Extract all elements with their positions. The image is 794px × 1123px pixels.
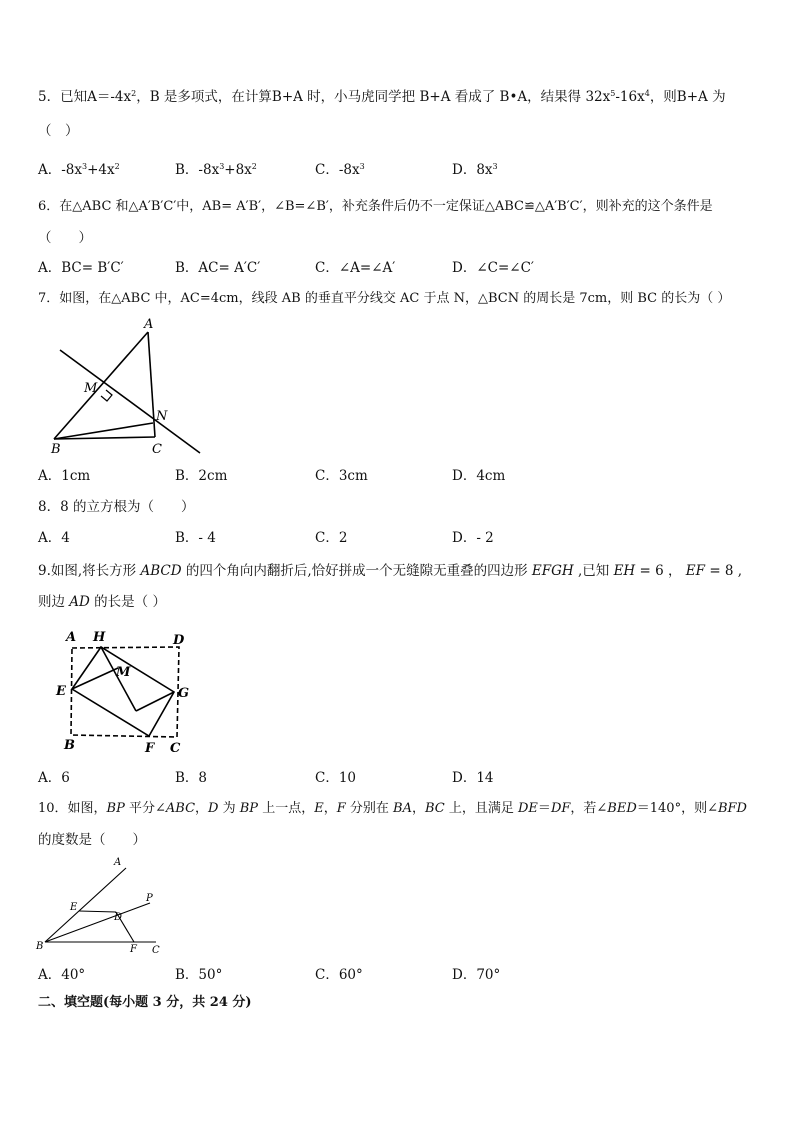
- label-g: G: [178, 686, 190, 701]
- q9-stem-line2: 则边 AD 的长是（ ）: [38, 594, 166, 610]
- q6-option-d[interactable]: D．∠C=∠C′: [452, 260, 534, 276]
- label-c: C: [170, 741, 181, 756]
- label-e: E: [56, 684, 66, 699]
- label-a: A: [114, 857, 122, 868]
- q6-option-c[interactable]: C．∠A=∠A′: [315, 260, 396, 276]
- label-f: F: [145, 741, 155, 756]
- label-p: P: [146, 893, 153, 904]
- ray-ba: [45, 868, 126, 942]
- q6-stem: 6．在△ABC 和△A′B′C′中，AB= A′B′，∠B=∠B′，补充条件后仍不一定保证△ABC≌△A′B′C′，则补充的这个条件是: [38, 199, 713, 214]
- segment-ac: [148, 332, 155, 437]
- q10-stem: 10．如图，BP 平分∠ABC，D 为 BP 上一点，E，F 分别在 BA，BC 上，且满足 DE＝DF，若∠BED＝140°，则∠BFD: [38, 801, 747, 816]
- label-c: C: [152, 945, 160, 956]
- q7-stem: 7．如图，在△ABC 中，AC=4cm，线段 AB 的垂直平分线交 AC 于点 N，△BCN 的周长是 7cm，则 BC 的长为（ ）: [38, 291, 731, 306]
- q7-option-b[interactable]: B．2cm: [175, 468, 228, 484]
- q9-option-c[interactable]: C．10: [315, 770, 357, 786]
- label-e: E: [70, 902, 78, 913]
- label-b: B: [36, 941, 44, 952]
- q5-stem: 5．已知$A=-4x^2$，B 是多项式，在计算B+A 时，小马虎同学把 B+A 看成了 B•A，结果得 $32x^5-16x^4$，则B+A 为: [38, 89, 726, 105]
- q5-option-b[interactable]: B．$-8x^3+8x^2$: [175, 162, 257, 178]
- label-a: A: [144, 317, 154, 332]
- label-d: D: [173, 633, 185, 648]
- label-n: N: [156, 409, 168, 424]
- q6-option-b[interactable]: B．AC= A′C′: [175, 260, 261, 276]
- q7-option-a[interactable]: A．1cm: [38, 468, 91, 484]
- segment-ab: [54, 332, 148, 439]
- q7-option-d[interactable]: D．4cm: [452, 468, 506, 484]
- right-angle-mark: [101, 390, 112, 401]
- q10-figure: [36, 856, 176, 961]
- label-d: D: [114, 912, 123, 923]
- q10-stem-line2: 的度数是（ ）: [38, 832, 146, 848]
- q5-option-a[interactable]: A．$-8x^3+4x^2$: [38, 162, 120, 178]
- q6-option-a[interactable]: A．BC= B′C′: [38, 260, 124, 276]
- q8-option-b[interactable]: B．- 4: [175, 530, 216, 546]
- q8-option-c[interactable]: C．2: [315, 530, 348, 546]
- label-b: B: [64, 738, 75, 753]
- label-f: F: [130, 944, 137, 955]
- label-a: A: [66, 630, 77, 645]
- q9-option-b[interactable]: B．8: [175, 770, 208, 786]
- q9-stem: 9.如图,将长方形 ABCD 的四个角向内翻折后,恰好拼成一个无缝隙无重叠的四边形 EFGH ,已知 EH = 6 ， EF = 8 ,: [38, 563, 743, 579]
- q5-option-d[interactable]: D．$8x^3$: [452, 162, 498, 178]
- q5-paren: （ ）: [38, 123, 79, 139]
- q8-stem: 8．8 的立方根为（ ）: [38, 499, 195, 515]
- q9-option-d[interactable]: D．14: [452, 770, 494, 786]
- q5-option-c[interactable]: C．$-8x^3$: [315, 162, 365, 178]
- label-b: B: [51, 442, 61, 457]
- label-h: H: [93, 630, 106, 645]
- q7-figure: [40, 315, 210, 460]
- q10-option-a[interactable]: A．40°: [38, 967, 86, 983]
- q8-option-d[interactable]: D．- 2: [452, 530, 494, 546]
- ray-bp: [45, 903, 150, 942]
- q9-figure: [50, 625, 200, 760]
- label-m: M: [116, 665, 131, 680]
- q9-option-a[interactable]: A．6: [38, 770, 70, 786]
- q10-option-c[interactable]: C．60°: [315, 967, 363, 983]
- section-2-heading: 二、填空题(每小题 3 分，共 24 分): [38, 995, 252, 1010]
- segment-ed: [79, 911, 116, 912]
- q10-option-b[interactable]: B．50°: [175, 967, 223, 983]
- label-c: C: [152, 442, 162, 457]
- q6-paren: （ ）: [38, 230, 92, 246]
- q8-option-a[interactable]: A．4: [38, 530, 70, 546]
- q7-option-c[interactable]: C．3cm: [315, 468, 368, 484]
- q10-option-d[interactable]: D．70°: [452, 967, 501, 983]
- quadrilateral-efgh: [72, 647, 174, 736]
- label-m: M: [84, 381, 98, 396]
